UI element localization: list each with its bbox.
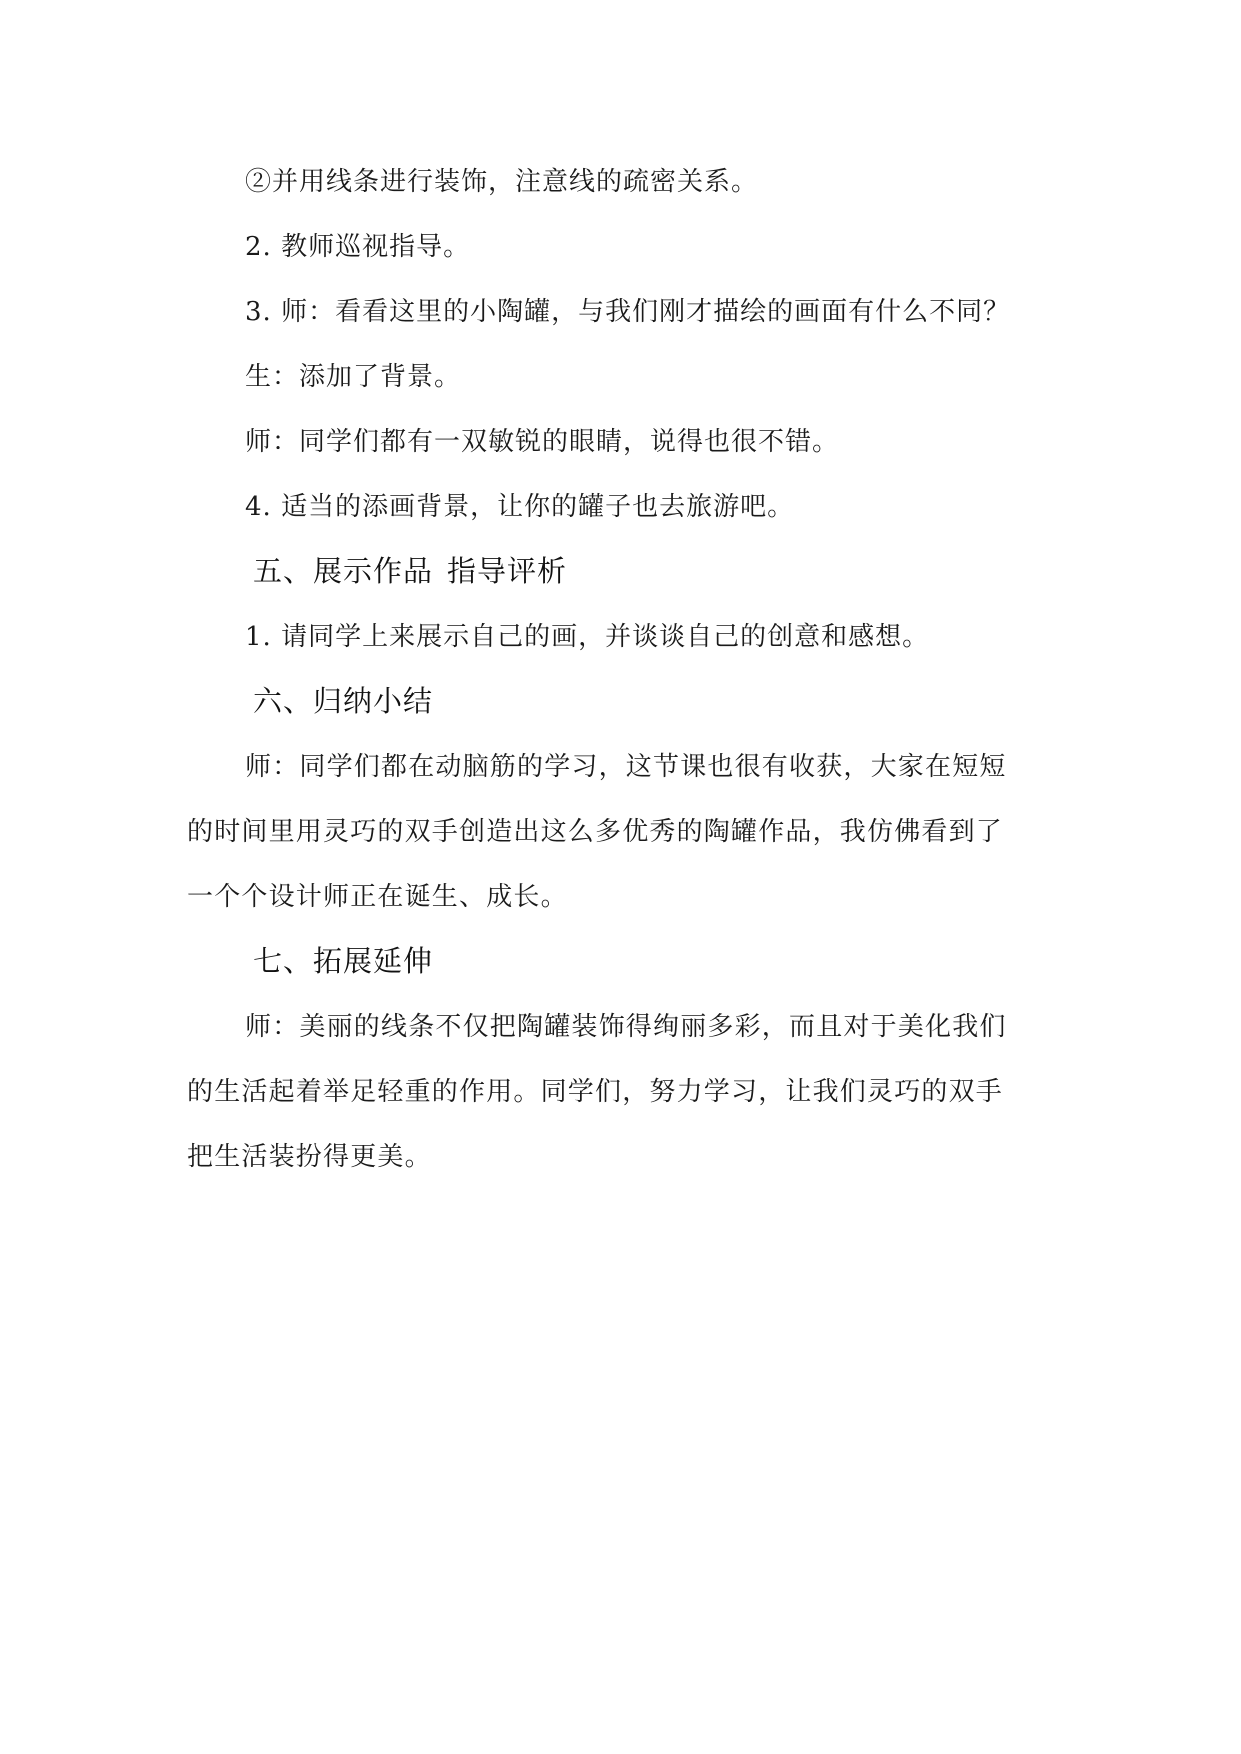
section-heading-5 <box>253 552 567 590</box>
section-heading-5-part1: 五、展示作品 <box>253 554 434 588</box>
section-heading-7: 七、拓展延伸 <box>253 944 434 978</box>
step-line-teacher-guidance: 2. 教师巡视指导。 <box>245 232 471 262</box>
dialogue-line-student: 生：添加了背景。 <box>245 362 462 392</box>
step-line-show-work: 1. 请同学上来展示自己的画，并谈谈自己的创意和感想。 <box>245 622 930 652</box>
section-heading-5-part2: 指导评析 <box>447 554 568 588</box>
section-heading-6: 六、归纳小结 <box>253 684 434 718</box>
step-line-decorate: ②并用线条进行装饰，注意线的疏密关系。 <box>245 167 759 197</box>
step-line-teacher-question: 3. 师：看看这里的小陶罐，与我们刚才描绘的画面有什么不同？ <box>245 297 1011 327</box>
step-line-add-background: 4. 适当的添画背景，让你的罐子也去旅游吧。 <box>245 492 795 522</box>
dialogue-line-teacher: 师：同学们都有一双敏锐的眼睛，说得也很不错。 <box>245 427 840 457</box>
paragraph-line: 师：美丽的线条不仅把陶罐装饰得绚丽多彩，而且对于美化我们 <box>245 1012 1007 1042</box>
paragraph-line: 把生活装扮得更美。 <box>187 1142 432 1172</box>
paragraph-line: 一个个设计师正在诞生、成长。 <box>187 882 568 912</box>
paragraph-line: 的时间里用灵巧的双手创造出这么多优秀的陶罐作品，我仿佛看到了 <box>187 817 1004 847</box>
paragraph-line: 的生活起着举足轻重的作用。同学们，努力学习，让我们灵巧的双手 <box>187 1077 1004 1107</box>
paragraph-line: 师：同学们都在动脑筋的学习，这节课也很有收获，大家在短短 <box>245 752 1007 782</box>
